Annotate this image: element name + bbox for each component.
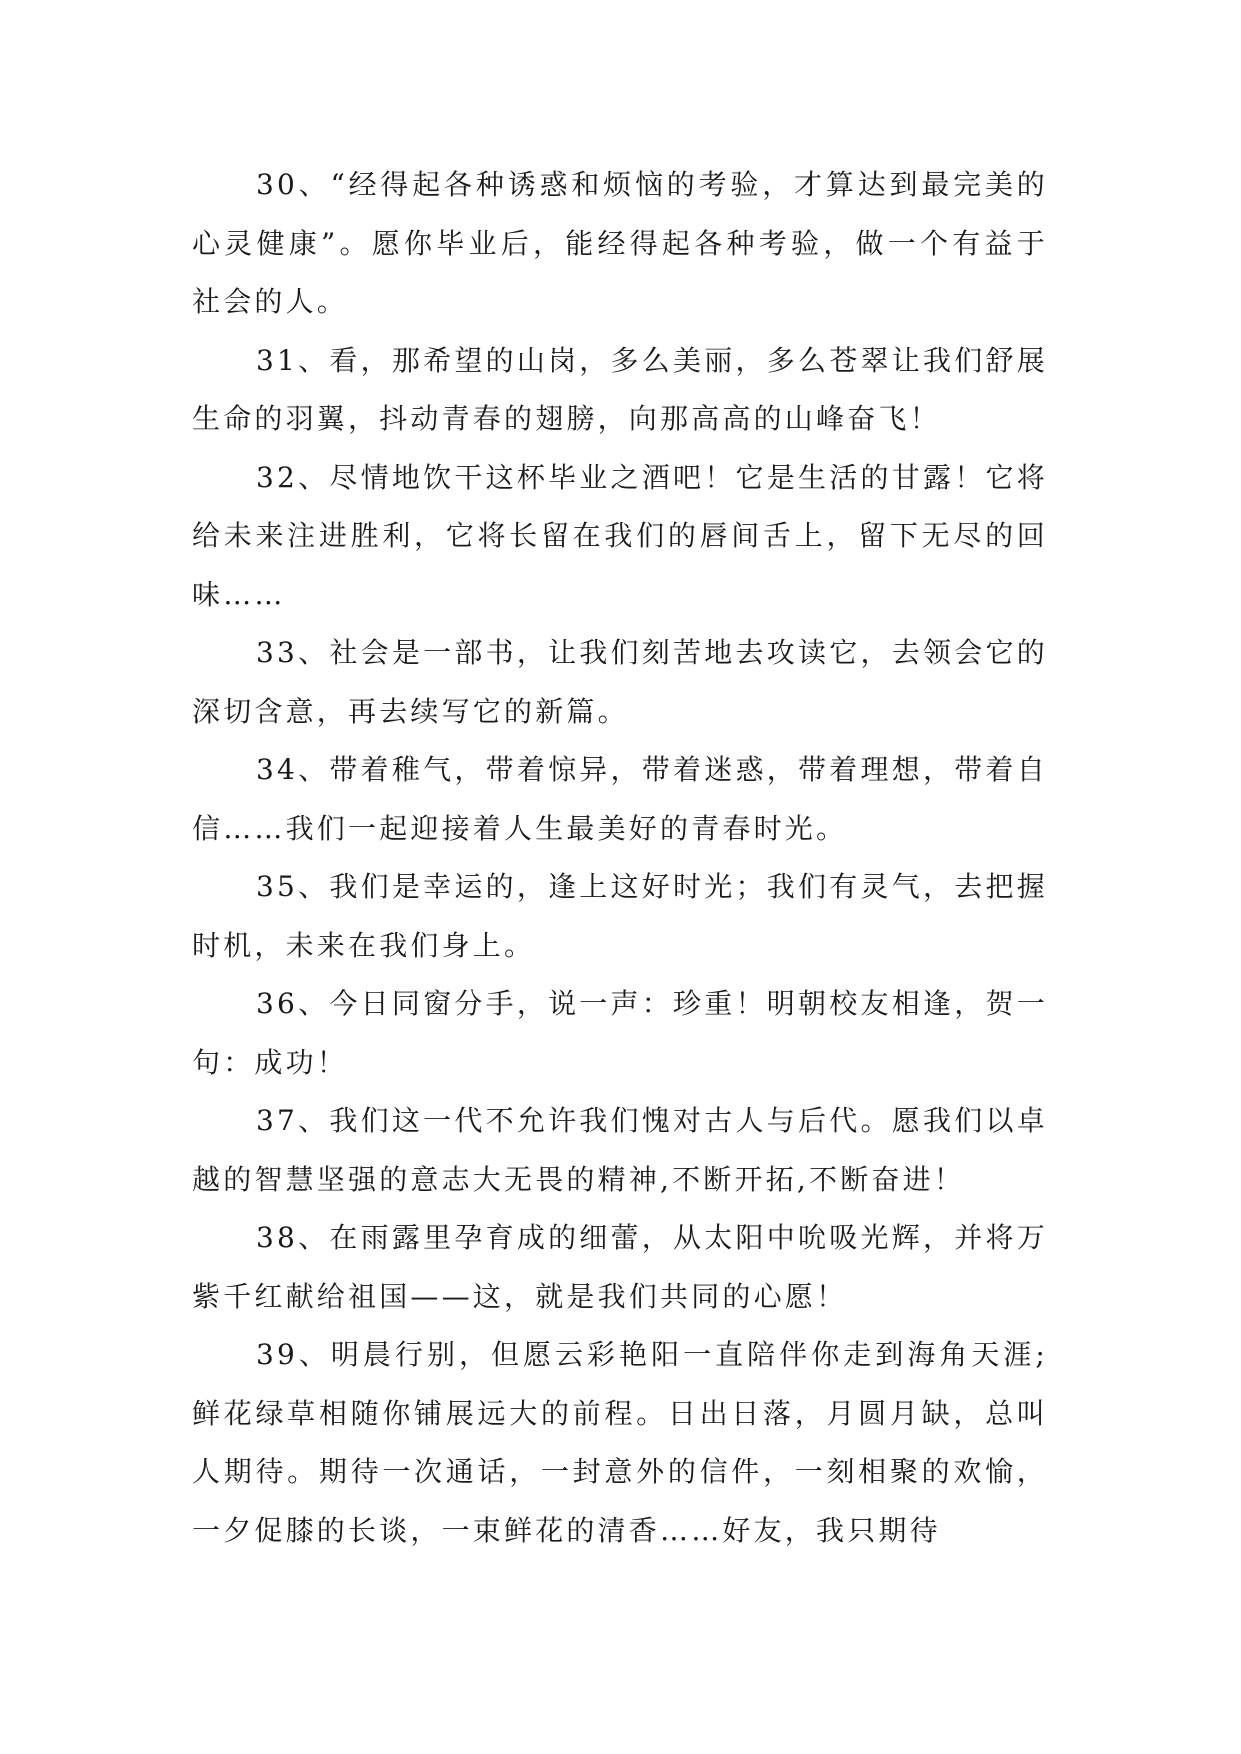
document-body xyxy=(192,156,1048,1560)
paragraph-31: 31、看，那希望的山岗，多么美丽，多么苍翠让我们舒展生命的羽翼，抖动青春的翅膀，向那高高的山峰奋飞！ xyxy=(192,343,1048,435)
paragraph-32: 32、尽情地饮干这杯毕业之酒吧！它是生活的甘露！它将给未来注进胜利，它将长留在我们的唇间舌上，留下无尽的回味…… xyxy=(192,460,1048,611)
paragraph-36: 36、今日同窗分手，说一声：珍重！明朝校友相逢，贺一句：成功！ xyxy=(192,987,1048,1079)
paragraph-39: 39、明晨行别，但愿云彩艳阳一直陪伴你走到海角天涯;鲜花绿草相随你铺展远大的前程。日出日落，月圆月缺，总叫人期待。期待一次通话，一封意外的信件，一刻相聚的欢愉，一夕促膝的长谈，一束鲜花的清香……好友，我只期待 xyxy=(192,1338,1048,1547)
paragraph-30: 30、“经得起各种诱惑和烦恼的考验，才算达到最完美的心灵健康”。愿你毕业后，能经得起各种考验，做一个有益于社会的人。 xyxy=(192,168,1048,318)
paragraph-37: 37、我们这一代不允许我们愧对古人与后代。愿我们以卓越的智慧坚强的意志大无畏的精神,不断开拓,不断奋进！ xyxy=(192,1104,1048,1196)
paragraph-33: 33、社会是一部书，让我们刻苦地去攻读它，去领会它的深切含意，再去续写它的新篇。 xyxy=(192,636,1048,728)
paragraph-38: 38、在雨露里孕育成的细蕾，从太阳中吮吸光辉，并将万紫千红献给祖国——这，就是我们共同的心愿！ xyxy=(192,1221,1048,1313)
paragraph-34: 34、带着稚气，带着惊异，带着迷惑，带着理想，带着自信……我们一起迎接着人生最美好的青春时光。 xyxy=(192,753,1048,845)
paragraph-35: 35、我们是幸运的，逢上这好时光；我们有灵气，去把握时机，未来在我们身上。 xyxy=(192,870,1048,962)
